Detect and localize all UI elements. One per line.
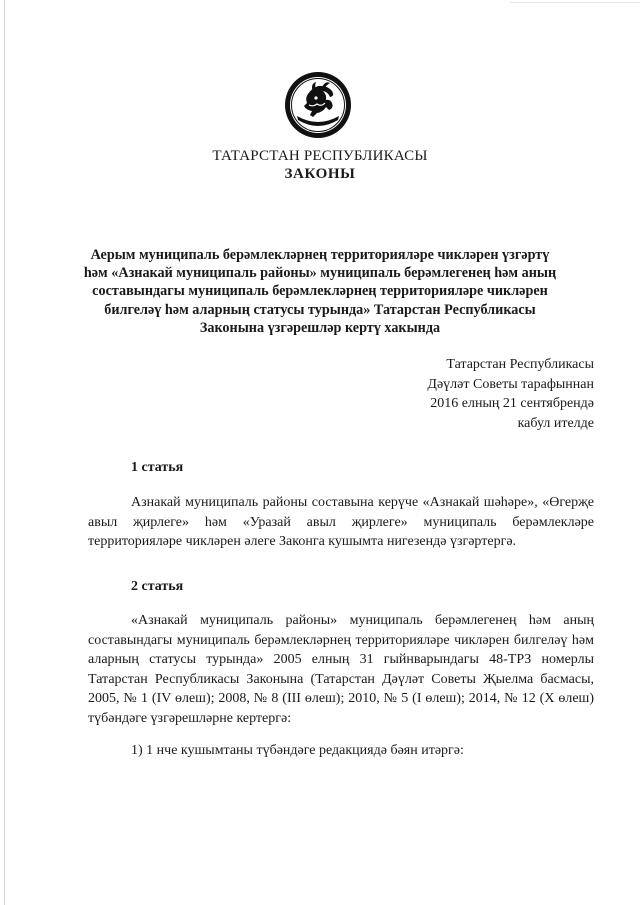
article-2-paragraph: «Азнакай муниципаль районы» муниципаль берәмлегенең һәм аның составындагы муниципаль берәмлекләрнең территорияләре чикләрен билгеләү һәм аларның статусы турында» 2005 елның 31 гыйнварындагы 48-ТРЗ номерлы Татарстан Республикасы Законына (Татарстан Дәүләт Советы Җыелма басмасы, 2005, № 1 (IV өлеш); 2008, № 8 (III өлеш); 2010, № 5 (I өлеш); 2014, № 12 (X өлеш) түбәндәге үзгәрешләрне кертергә: xyxy=(88,613,594,726)
article-2-heading: 2 статья xyxy=(131,579,184,594)
adoption-block xyxy=(340,355,594,433)
article-1-paragraph: Азнакай муниципаль районы составына керүче «Азнакай шәһәре», «Өгерҗе авыл җирлеге» һәм «Уразай авыл җирлеге» муниципаль берәмлекләре территорияләре чикләрен әлеге Законга кушымта нигезендә үзгәртергә. xyxy=(88,495,594,549)
header-law: ЗАКОНЫ xyxy=(284,166,356,182)
scan-edge xyxy=(4,0,5,905)
title-line: һәм «Азнакай муниципаль районы» муниципаль берәмлегенең һәм аның xyxy=(83,265,557,282)
adoption-line: кабул ителде xyxy=(517,415,594,431)
article-1-heading: 1 статья xyxy=(131,460,184,475)
document-title xyxy=(60,246,580,337)
adoption-line: Дәүләт Советы тарафыннан xyxy=(427,376,594,392)
article-2-text xyxy=(88,611,594,728)
emblem-icon xyxy=(283,70,353,140)
adoption-line: 2016 елның 21 сентябрендә xyxy=(430,396,594,411)
adoption-line: Татарстан Республикасы xyxy=(446,357,594,372)
article-2-item-1: 1) 1 нче кушымтаны түбәндәге редакциядә бәян итәргә: xyxy=(131,743,464,758)
tatarstan-coat-of-arms-emblem xyxy=(283,70,353,140)
title-line: Аерым муниципаль берәмлекләрнең территорияләре чикләрен үзгәртү xyxy=(90,247,550,263)
title-line: билгеләү һәм аларның статусы турында» Татарстан Республикасы xyxy=(104,301,536,318)
article-1-text xyxy=(88,493,594,552)
title-line: Законына үзгәрешләр кертү хакында xyxy=(199,319,441,336)
header-republic: ТАТАРСТАН РЕСПУБЛИКАСЫ xyxy=(212,148,428,164)
scan-top-mark xyxy=(510,2,640,3)
title-line: составындагы муниципаль берәмлекләрнең территорияләре чикләрен xyxy=(92,283,548,300)
